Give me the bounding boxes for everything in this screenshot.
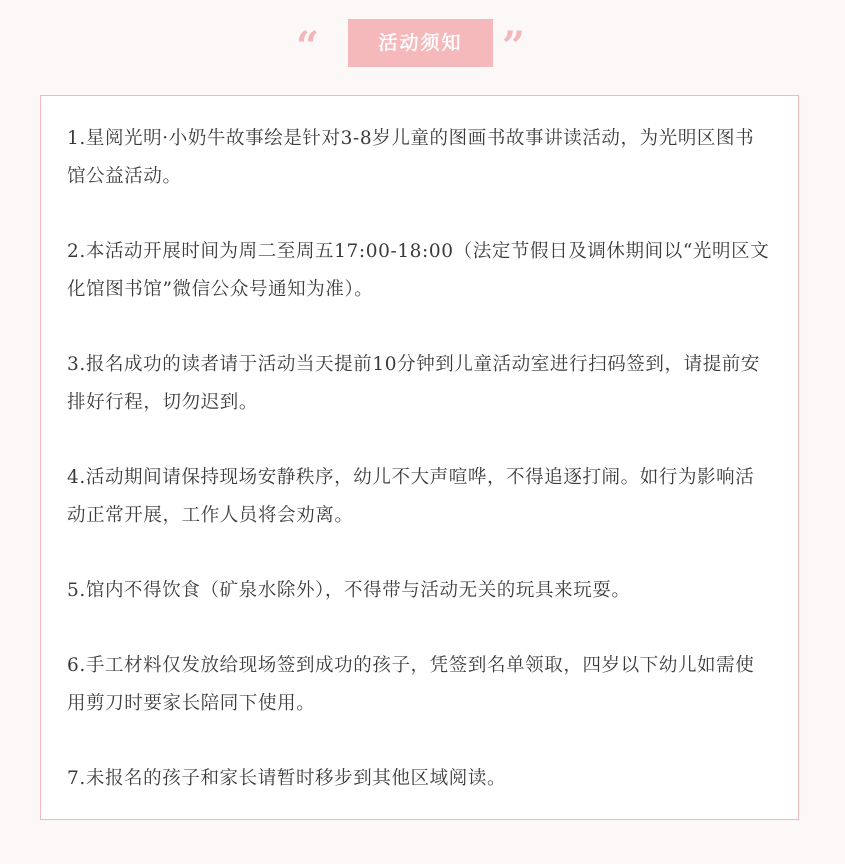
notice-item: 6.手工材料仅发放给现场签到成功的孩子，凭签到名单领取，四岁以下幼儿如需使用剪刀时要家长陪同下使用。 xyxy=(67,655,755,714)
section-title: 活动须知 xyxy=(348,19,493,67)
notice-item: 1.星阅光明·小奶牛故事绘是针对3-8岁儿童的图画书故事讲读活动，为光明区图书馆公益活动。 xyxy=(67,128,755,187)
notice-item: 5.馆内不得饮食（矿泉水除外），不得带与活动无关的玩具来玩耍。 xyxy=(67,580,631,601)
section-header xyxy=(0,19,845,70)
close-quote-mark: ” xyxy=(502,23,526,70)
notice-item: 2.本活动开展时间为周二至周五17:00-18:00（法定节假日及调休期间以“光明区文化馆图书馆”微信公众号通知为准）。 xyxy=(67,241,770,300)
notice-item: 7.未报名的孩子和家长请暂时移步到其他区域阅读。 xyxy=(67,768,507,789)
notice-list xyxy=(40,95,799,820)
notice-item: 3.报名成功的读者请于活动当天提前10分钟到儿童活动室进行扫码签到，请提前安排好行程，切勿迟到。 xyxy=(67,354,760,413)
open-quote-mark: “ xyxy=(296,23,320,70)
notice-item: 4.活动期间请保持现场安静秩序，幼儿不大声喧哗，不得追逐打闹。如行为影响活动正常开展，工作人员将会劝离。 xyxy=(67,467,755,526)
